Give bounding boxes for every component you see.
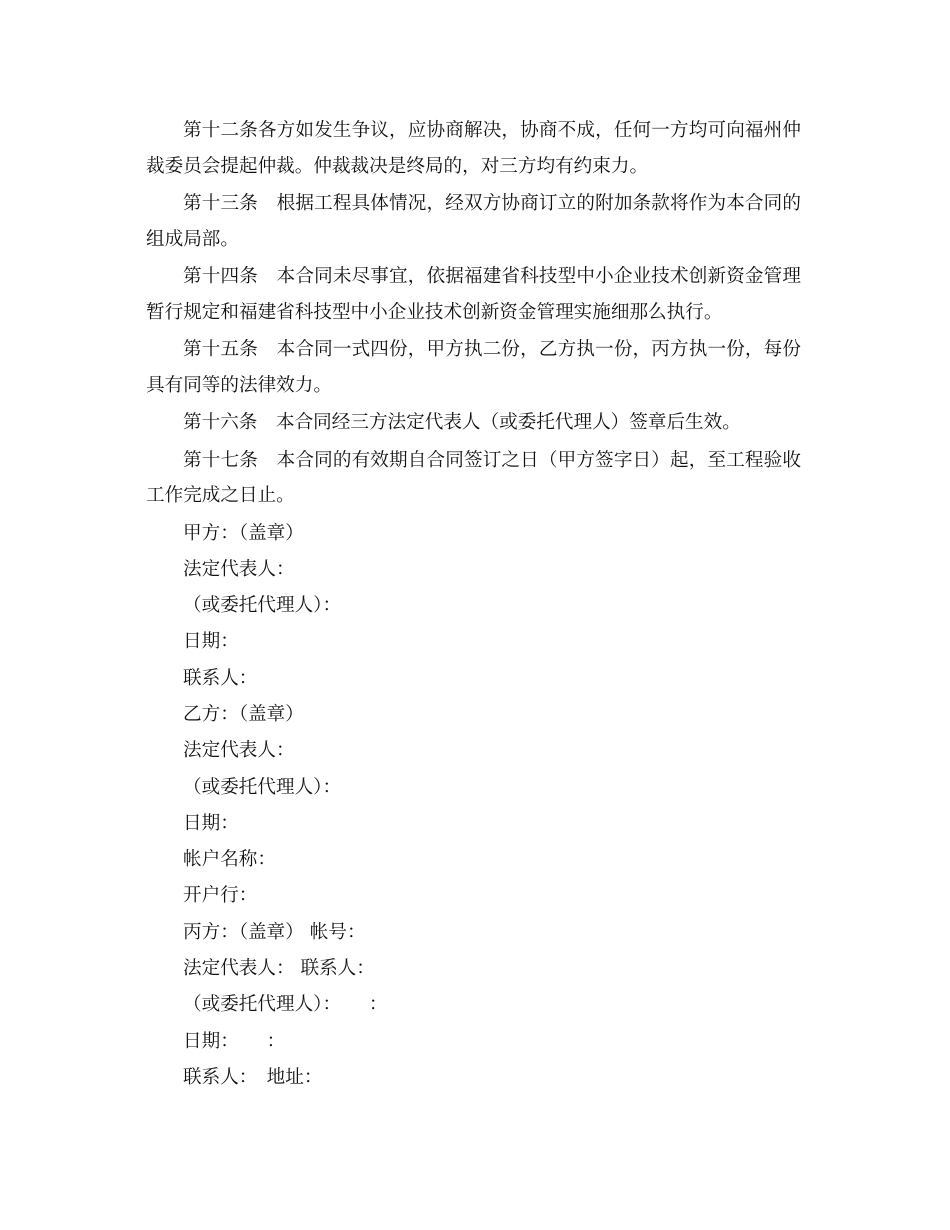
party-c-legal-representative-contact: 法定代表人： 联系人： [183,958,375,980]
clause-12: 第十二条各方如发生争议，应协商解决，协商不成，任何一方均可向福州仲裁委员会提起仲裁。仲裁裁决是终局的，对三方均有约束力。 [146,120,801,177]
party-c-date: 日期： ： [183,1030,286,1052]
party-b-seal: 乙方：（盖章） [183,703,304,725]
signature-block [146,516,801,1097]
clause-14: 第十四条 本合同未尽事宜，依据福建省科技型中小企业技术创新资金管理暂行规定和福建省科技型中小企业技术创新资金管理实施细那么执行。 [146,266,801,323]
clause-15: 第十五条 本合同一式四份，甲方执二份，乙方执一份，丙方执一份，每份具有同等的法律效力。 [146,339,801,396]
party-a-authorized-agent: （或委托代理人）： [183,595,342,617]
party-c-authorized-agent: （或委托代理人）： ： [183,994,388,1016]
party-a-date: 日期： [183,631,239,653]
party-b-date: 日期： [183,812,239,834]
bank-name: 开户行： [183,885,258,907]
clause-17: 第十七条 本合同的有效期自合同签订之日（甲方签字日）起，至工程验收工作完成之日止。 [146,449,801,506]
party-b-authorized-agent: （或委托代理人）： [183,776,342,798]
party-a-legal-representative: 法定代表人： [183,558,295,580]
party-b-legal-representative: 法定代表人： [183,740,295,762]
party-a-contact: 联系人： [183,667,258,689]
party-c-contact-address: 联系人： 地址： [183,1066,323,1088]
party-a-seal: 甲方：（盖章） [183,522,304,544]
account-name: 帐户名称： [183,849,276,871]
party-c-seal-account-number: 丙方：（盖章） 帐号： [183,921,366,943]
contract-body [146,113,801,1096]
clause-16: 第十六条 本合同经三方法定代表人（或委托代理人）签章后生效。 [183,412,741,433]
clause-13: 第十三条 根据工程具体情况，经双方协商订立的附加条款将作为本合同的组成局部。 [146,193,801,250]
